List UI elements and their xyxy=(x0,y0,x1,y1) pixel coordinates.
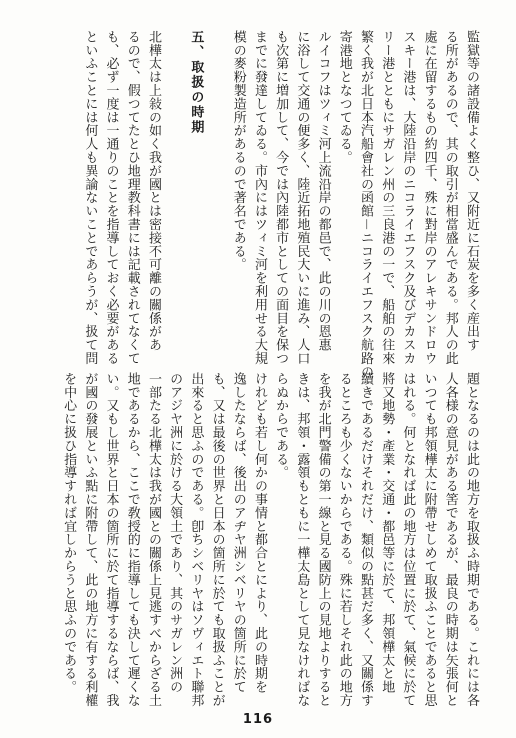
text-line: らぬからである。 xyxy=(273,372,289,480)
text-line: までに發達してゐる。市內にはツィミ河を利用せる大規 xyxy=(251,30,267,365)
text-line: 北樺太は上敍の如く我が國とは密接不可離の關係があ xyxy=(145,30,161,352)
text-line xyxy=(206,30,227,362)
text-line: 人各様の意見がある筈であるが、最良の時期は矢張何と xyxy=(442,372,458,707)
text-line: を我が北門警備の第一線と見る國防上の見地よりすると xyxy=(315,372,331,707)
text-line xyxy=(164,30,185,362)
text-line: けれども若し何かの事情と都合とにより、此の時期を xyxy=(251,372,267,694)
text-line: る所があるので、其の取引が相當盛んである。邦人の此 xyxy=(442,30,458,365)
text-line: 將又地勢・產業・交通・都邑等に於て、邦領樺太と地 xyxy=(379,372,395,694)
text-line: に浴して交通の便多く、陸近拓地殖民大いに進み、人口 xyxy=(294,30,310,365)
text-line: ルイコフはツィミ河上流沿岸の都邑で、此の川の恩惠 xyxy=(315,30,331,352)
page-number: 116 xyxy=(242,712,274,727)
text-line: るところも少くないからである。殊に若しそれ此の地方 xyxy=(336,372,352,707)
text-line: はれる。何となれば此の地方は位置に於て、氣候に於て xyxy=(400,372,416,707)
text-line: が國の發展といふ點に附帶して、此の地方に有する利權 xyxy=(82,372,98,707)
text-line: を中心に扱ひ指導すれば宜しからうと思ふのである。 xyxy=(61,372,77,694)
text-line: 題となるのは此の地方を取扱ふ時期である。これには各 xyxy=(464,372,479,707)
text-line: るので、假つてたとひ地理教科書には記載されてなくて xyxy=(124,30,140,365)
text-line: 繁く我が北日本汽船會社の函館－ニコライエフスク航路の xyxy=(357,30,373,379)
text-line: といふことには何人も異論ないことであらうが、扱て問 xyxy=(82,30,98,365)
text-line: 處に在留するもの約四千、殊に對岸のアレキサンドロウ xyxy=(421,30,437,365)
lower-text-block xyxy=(58,372,482,707)
text-line: 地であるから、ここで敎授的に指導しても決して遲くな xyxy=(124,372,140,707)
text-line: も、必ず一度は一通りのことを指導しておく必要がある xyxy=(103,30,119,365)
text-line: いつても邦領樺太に附帶せしめて取扱ふことであると思 xyxy=(421,372,437,707)
text-line: も次第に増加して、今では內陸都市としての面目を保つ xyxy=(273,30,289,365)
text-line: スキー港は、大陸沿岸のニコライエフスク及びデカスカ xyxy=(400,30,416,365)
upper-text-block xyxy=(79,30,482,379)
text-line: 寄港地となつてゐる。 xyxy=(336,30,352,164)
section-heading: 五、取扱の時期 xyxy=(188,30,204,135)
text-line: 模の麥粉製造所があるので著名である。 xyxy=(230,30,246,272)
text-line: も、又は最後の世界と日本の箇所に於ても取扱ふことが xyxy=(209,372,225,707)
text-line: 一部たる北樺太は我が國との關係上見逃すべからざる土 xyxy=(145,372,161,707)
text-line: きは、邦領・露領もともに一樺太島として見なければな xyxy=(294,372,310,707)
text-line: リー港とともにサガレン州の三良港の一で、船舶の往來 xyxy=(379,30,395,365)
text-line: い。又もし世界と日本の箇所に於て指導するならば、我 xyxy=(103,372,119,707)
text-line: 續きであるだけそれだけ、類似の點甚だ多く、又關係す xyxy=(357,372,373,707)
text-line: 出來ると思ふのである。卽ちシベリヤはソヴィエト聯邦 xyxy=(188,372,204,707)
text-line: 逸したならば、後出のアヂヤ洲シベリヤの箇所に於て xyxy=(230,372,246,694)
text-line: 監獄等の諸設備よく整ひ、又附近に石炭を多く産出す xyxy=(464,30,479,352)
text-line: のアジヤ洲に於ける大領土であり、其のサガレン洲の xyxy=(167,372,183,694)
